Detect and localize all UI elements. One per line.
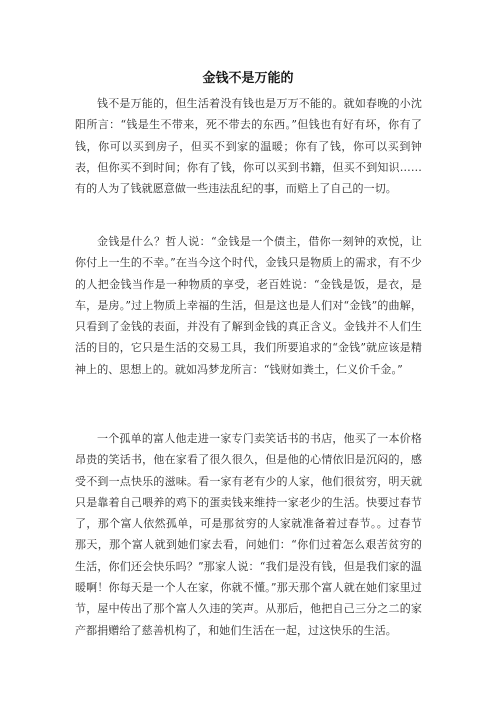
body-paragraph-2: 金钱是什么？哲人说：“金钱是一个债主，借你一刻钟的欢悦，让你付上一生的不幸。”在当今这个时代，金钱只是物质上的需求，有不少的人把金钱当作是一种物质的享受，老百姓说：“金钱是饭，是衣，是车，是房。”过上物质上幸福的生活，但是这也是人们对“金钱”的曲解，只看到了金钱的表面，并没有了解到金钱的真正含义。金钱并不人们生活的目的，它只是生活的交易工具，我们所要追求的“金钱”就应该是精神上的、思想上的。就如冯梦龙所言：“钱财如粪土，仁义价千金。” xyxy=(75,235,422,376)
page-title: 金钱不是万能的 xyxy=(202,71,294,86)
body-paragraph-3: 一个孤单的富人他走进一家专门卖笑话书的书店，他买了一本价格昂贵的笑话书，他在家看了很久很久，但是他的心情依旧是沉闷的，感受不到一点快乐的滋味。看一家有老有少的人家，他们很贫穷，明天就只是靠着自己喂养的鸡下的蛋卖钱来维持一家老少的生活。快要过春节了，那个富人依然孤单，可是那贫穷的人家就准备着过春节。。过春节那天，那个富人就到她们家去看，问她们：“你们过着怎么艰苦贫穷的生活，你们还会快乐吗？”那家人说：“我们是没有钱，但是我们家的温暖啊！你每天是一个人在家，你就不懂。”那天那个富人就在她们家里过节，屋中传出了那个富人久违的笑声。从那后，他把自己三分之二的家产都捐赠给了慈善机构了，和她们生活在一起，过这快乐的生活。 xyxy=(75,432,422,637)
body-paragraph-1: 钱不是万能的，但生活着没有钱也是万万不能的。就如春晚的小沈阳所言：“钱是生不带来，死不带去的东西。”但钱也有好有坏，你有了钱，你可以买到房子，但买不到家的温暖；你有了钱，你可以买到钟表，但你买不到时间；你有了钱，你可以买到书籍，但买不到知识……有的人为了钱就愿意做一些违法乱纪的事，而赔上了自己的一切。 xyxy=(75,97,422,196)
